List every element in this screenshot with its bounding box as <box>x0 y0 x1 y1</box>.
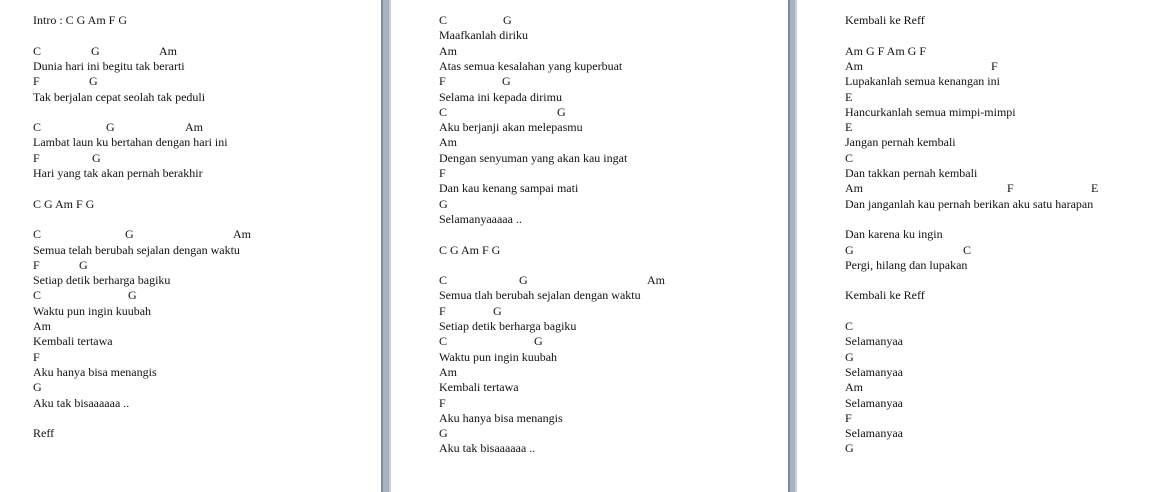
chord: F <box>439 74 446 89</box>
chord: G <box>502 74 511 89</box>
text-line: Setiap detik berharga bagiku <box>439 319 577 333</box>
text-line: Am <box>439 43 457 58</box>
document-page-3 <box>797 0 1172 492</box>
text-line: F <box>845 410 852 425</box>
chord: Am <box>159 43 177 58</box>
chord: G <box>557 104 566 119</box>
text-line: Dan janganlah kau pernah berikan aku satu harapan <box>845 196 1094 211</box>
text-line: Tak berjalan cepat seolah tak peduli <box>33 89 206 104</box>
chord: C <box>963 242 972 257</box>
text-line: G <box>33 380 42 395</box>
document-page-2 <box>391 0 788 492</box>
text-line: Selamanyaaaaa .. <box>439 211 522 226</box>
chord: G <box>106 120 115 135</box>
text-line: Selama ini kepada dirimu <box>439 89 562 104</box>
chord: G <box>493 303 502 318</box>
page-gap <box>381 0 391 492</box>
text-line: E <box>845 120 853 135</box>
text-line: Jangan pernah kembali <box>845 135 956 150</box>
chord: G <box>503 13 512 27</box>
chord: G <box>125 227 134 242</box>
text-line: Atas semua kesalahan yang kuperbuat <box>439 58 623 73</box>
chord: F <box>991 58 998 73</box>
text-line: Am <box>33 319 51 333</box>
text-line: Kembali tertawa <box>439 380 519 395</box>
text-line: C <box>845 319 854 333</box>
text-line: G <box>845 349 854 364</box>
chord: E <box>1091 181 1099 196</box>
text-line: C G Am F G <box>33 196 95 211</box>
text-line: Am <box>439 364 457 379</box>
text-line: Am <box>845 380 863 395</box>
text-line: Dan takkan pernah kembali <box>845 166 978 180</box>
text-line: Am <box>439 135 457 150</box>
chord: G <box>534 334 543 349</box>
text-line: Aku hanya bisa menangis <box>439 410 563 425</box>
text-line: Lupakanlah semua kenangan ini <box>845 74 1000 89</box>
text-line: Kembali tertawa <box>33 334 113 349</box>
document-page-1 <box>0 0 381 492</box>
text-line: Am G F Am G F <box>845 43 927 58</box>
text-line: C <box>845 150 854 165</box>
chord: C <box>33 288 42 303</box>
text-line: G <box>845 441 854 456</box>
chord: Am <box>185 120 203 135</box>
text-line: Reff <box>33 426 55 441</box>
chord: G <box>91 43 100 58</box>
chord: F <box>33 74 40 89</box>
text-line: E <box>845 89 853 104</box>
chord: Am <box>845 181 863 196</box>
text-line: Dunia hari ini begitu tak berarti <box>33 58 185 73</box>
text-line: F <box>439 166 446 180</box>
chord: F <box>1007 181 1014 196</box>
text-line: Semua telah berubah sejalan dengan waktu <box>33 242 240 257</box>
chord: G <box>519 273 528 288</box>
chord: Am <box>233 227 251 242</box>
page-gap <box>788 0 797 492</box>
chord: C <box>33 43 42 58</box>
text-line: Aku hanya bisa menangis <box>33 364 157 379</box>
chord: C <box>33 227 42 242</box>
chord: C <box>439 273 448 288</box>
text-line: F <box>33 349 40 364</box>
text-line: Kembali ke Reff <box>845 13 925 27</box>
text-line: Selamanyaa <box>845 364 903 379</box>
text-line: G <box>439 196 448 211</box>
chord: F <box>439 303 446 318</box>
text-line: Aku tak bisaaaaaa .. <box>33 395 130 410</box>
text-line: Dan kau kenang sampai mati <box>439 181 579 196</box>
text-line: Dan karena ku ingin <box>845 227 943 242</box>
chord: F <box>33 257 40 272</box>
text-line: Aku berjanji akan melepasmu <box>439 120 583 135</box>
text-line: Kembali ke Reff <box>845 288 925 303</box>
chord: Am <box>845 58 863 73</box>
chord: F <box>33 150 40 165</box>
chord: G <box>79 257 88 272</box>
chord: G <box>92 150 101 165</box>
text-line: Selamanyaa <box>845 426 903 441</box>
text-line: Aku tak bisaaaaaa .. <box>439 441 536 456</box>
text-line: Intro : C G Am F G <box>33 13 128 27</box>
text-line: Setiap detik berharga bagiku <box>33 273 171 288</box>
chord: G <box>89 74 98 89</box>
chord: C <box>439 334 448 349</box>
text-line: Selamanyaa <box>845 395 903 410</box>
chord: C <box>439 13 448 27</box>
text-line: F <box>439 395 446 410</box>
chord: C <box>439 104 448 119</box>
text-line: Hari yang tak akan pernah berakhir <box>33 166 203 180</box>
text-line: Hancurkanlah semua mimpi-mimpi <box>845 104 1016 119</box>
text-line: Dengan senyuman yang akan kau ingat <box>439 150 628 165</box>
text-line: Maafkanlah diriku <box>439 28 528 43</box>
text-line: Selamanyaa <box>845 334 903 349</box>
chord: Am <box>647 273 665 288</box>
text-line: Waktu pun ingin kuubah <box>33 303 152 318</box>
text-line: Lambat laun ku bertahan dengan hari ini <box>33 135 228 150</box>
text-line: Waktu pun ingin kuubah <box>439 349 558 364</box>
text-line: Semua tlah berubah sejalan dengan waktu <box>439 288 641 303</box>
chord: C <box>33 120 42 135</box>
text-line: C G Am F G <box>439 242 501 257</box>
chord: G <box>128 288 137 303</box>
chord: G <box>845 242 854 257</box>
text-line: Pergi, hilang dan lupakan <box>845 257 968 272</box>
text-line: G <box>439 426 448 441</box>
